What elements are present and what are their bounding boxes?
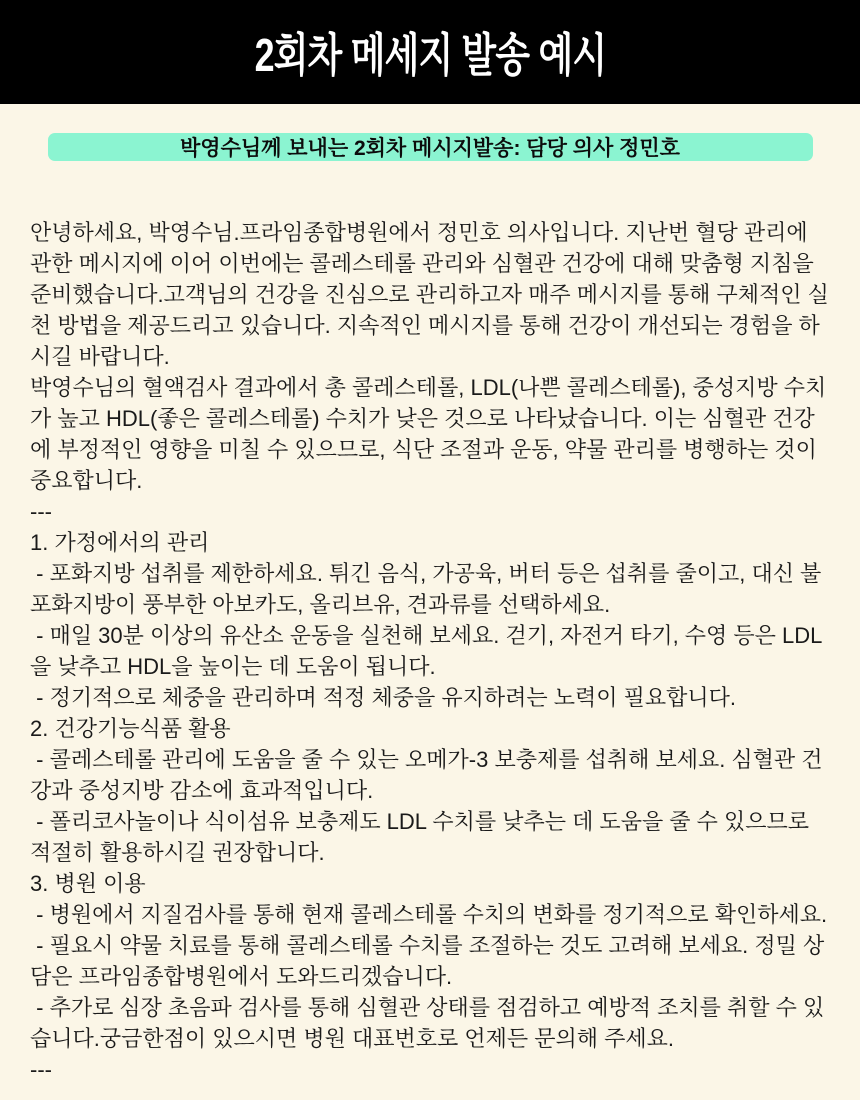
message-line: --- <box>30 1057 52 1082</box>
message-line: 3. 병원 이용 <box>30 871 146 896</box>
subtitle-text: 박영수님께 보내는 2회차 메시지발송: 담당 의사 정민호 <box>180 137 680 160</box>
message-body <box>0 217 860 1100</box>
message-line: --- <box>30 499 52 524</box>
message-line: 1. 가정에서의 관리 <box>30 530 210 555</box>
subtitle-highlight-bar <box>48 133 813 161</box>
message-line: 안녕하세요, 박영수님.프라임종합병원에서 정민호 의사입니다. 지난번 혈당 관리에 관한 메시지에 이어 이번에는 콜레스테롤 관리와 심혈관 건강에 대해 맞춤형 지침을 준비했습니다.고객님의 건강을 진심으로 관리하고자 매주 메시지를 통해 구체적인 실천 방법을 제공드리고 있습니다. 지속적인 메시지를 통해 건강이 개선되는 경험을 하시길 바랍니다. <box>30 220 829 369</box>
message-line: - 추가로 심장 초음파 검사를 통해 심혈관 상태를 점검하고 예방적 조치를 취할 수 있습니다.궁금한점이 있으시면 병원 대표번호로 언제든 문의해 주세요. <box>30 995 825 1051</box>
message-line: 2. 건강기능식품 활용 <box>30 716 231 741</box>
message-line: - 병원에서 지질검사를 통해 현재 콜레스테롤 수치의 변화를 정기적으로 확인하세요. <box>30 902 828 927</box>
message-line: - 정기적으로 체중을 관리하며 적정 체중을 유지하려는 노력이 필요합니다. <box>30 685 737 710</box>
message-line: - 필요시 약물 치료를 통해 콜레스테롤 수치를 조절하는 것도 고려해 보세요. 정밀 상담은 프라임종합병원에서 도와드리겠습니다. <box>30 933 825 989</box>
page-header <box>0 0 860 104</box>
message-line: - 매일 30분 이상의 유산소 운동을 실천해 보세요. 걷기, 자전거 타기, 수영 등은 LDL을 낮추고 HDL을 높이는 데 도움이 됩니다. <box>30 623 823 679</box>
message-line: - 폴리코사놀이나 식이섬유 보충제도 LDL 수치를 낮추는 데 도움을 줄 수 있으므로 적절히 활용하시길 권장합니다. <box>30 809 816 865</box>
message-line: 박영수님의 혈액검사 결과에서 총 콜레스테롤, LDL(나쁜 콜레스테롤), 중성지방 수치가 높고 HDL(좋은 콜레스테롤) 수치가 낮은 것으로 나타났습니다. 이는 심혈관 건강에 부정적인 영향을 미칠 수 있으므로, 식단 조절과 운동, 약물 관리를 병행하는 것이 중요합니다. <box>30 375 827 493</box>
message-line: - 콜레스테롤 관리에 도움을 줄 수 있는 오메가-3 보충제를 섭취해 보세요. 심혈관 건강과 중성지방 감소에 효과적입니다. <box>30 747 823 803</box>
page-title: 2회차 메세지 발송 예시 <box>254 29 606 81</box>
message-line: - 포화지방 섭취를 제한하세요. 튀긴 음식, 가공육, 버터 등은 섭취를 줄이고, 대신 불포화지방이 풍부한 아보카도, 올리브유, 견과류를 선택하세요. <box>30 561 822 617</box>
